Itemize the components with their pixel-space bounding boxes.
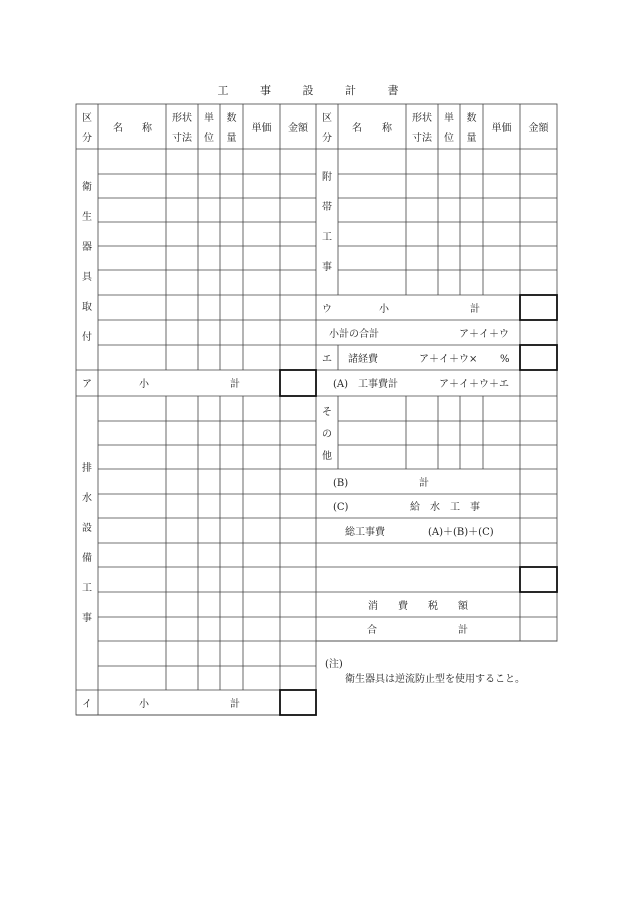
eisei-char-5: 取 — [82, 302, 92, 313]
total-formula: (A)＋(B)＋(C) — [428, 527, 494, 538]
subtotal-u-mark: ウ — [322, 304, 332, 315]
header-kubun-2: 分 — [82, 133, 92, 144]
header-meisho-1: 名 — [113, 123, 123, 134]
header-keijo-2: 寸法 — [172, 133, 192, 144]
futai-char-4: 事 — [322, 262, 332, 273]
header-meisho-2: 称 — [142, 123, 152, 134]
header-kubun-1: 区 — [82, 113, 92, 124]
eisei-char-4: 具 — [82, 272, 92, 283]
header-tani-r-1: 単 — [444, 113, 454, 124]
c-water-value: 給 水 工 事 — [410, 502, 480, 513]
sonota-char-2: の — [322, 429, 332, 440]
haisui-char-2: 水 — [82, 493, 92, 504]
eisei-char-1: 衛 — [82, 182, 92, 193]
futai-char-2: 帯 — [322, 202, 332, 213]
subtotal-a-label1: 小 — [139, 379, 149, 390]
header-kingaku: 金額 — [288, 123, 308, 134]
header-tanka-r: 単価 — [491, 123, 512, 134]
sonota-label — [322, 406, 332, 462]
subtotal-a-mark: ア — [82, 379, 92, 390]
total-label: 総工事費 — [345, 527, 385, 538]
haisui-char-6: 事 — [82, 613, 92, 624]
futai-char-1: 附 — [322, 172, 332, 183]
header-suryo-2: 量 — [226, 133, 237, 144]
c-water-label: (C) — [333, 502, 349, 513]
header-keijo-1: 形状 — [172, 113, 192, 124]
header-tani-2: 位 — [204, 133, 214, 144]
grand-total-label2: 計 — [458, 625, 468, 636]
note-text: 衛生器具は逆流防止型を使用すること。 — [345, 674, 525, 685]
eisei-char-6: 付 — [82, 332, 92, 343]
shokeihi-label: 諸経費 — [348, 354, 378, 365]
subtotal-a-label2: 計 — [230, 379, 240, 390]
header-suryo-r-1: 数 — [466, 113, 477, 124]
sonota-char-3: 他 — [322, 451, 332, 462]
header-kubun-r-2: 分 — [322, 133, 332, 144]
eisei-char-3: 器 — [82, 242, 92, 253]
subtotal-i-label2: 計 — [230, 699, 240, 710]
header-tani-1: 単 — [204, 113, 214, 124]
b-total-value: 計 — [419, 478, 429, 489]
subtotal-u-label1: 小 — [379, 304, 389, 315]
header-keijo-r-1: 形状 — [412, 113, 432, 124]
shokeihi-unit: % — [500, 354, 510, 365]
subtotal-sum-label: 小計の合計 — [329, 329, 379, 340]
shokeihi-formula: ア＋イ＋ウ× — [419, 354, 478, 365]
document-title: 工 事 設 計 書 — [217, 84, 413, 97]
haisui-char-3: 設 — [82, 523, 92, 534]
eisei-char-2: 生 — [82, 212, 92, 223]
header-suryo-1: 数 — [226, 113, 237, 124]
subtotal-i-label1: 小 — [139, 699, 149, 710]
koujihikei-formula: ア＋イ＋ウ＋エ — [439, 379, 509, 390]
header-suryo-r-2: 量 — [466, 133, 477, 144]
subtotal-i-mark: イ — [82, 699, 92, 710]
shokeihi-mark: エ — [322, 354, 332, 365]
futai-char-3: 工 — [322, 232, 332, 243]
header-tanka: 単価 — [251, 123, 272, 134]
haisui-char-5: 工 — [82, 583, 92, 594]
header-kubun-r-1: 区 — [322, 113, 332, 124]
grand-total-label1: 合 — [367, 625, 377, 636]
haisui-char-1: 排 — [82, 463, 92, 474]
haisui-char-4: 備 — [82, 553, 92, 564]
header-kingaku-r: 金額 — [528, 123, 549, 134]
b-total-label: (B) — [333, 478, 349, 489]
header-keijo-r-2: 寸法 — [412, 133, 432, 144]
header-meisho-r-1: 名 — [352, 123, 362, 134]
koujihikei-label: (A) 工事費計 — [333, 379, 399, 390]
subtotal-sum-formula: ア＋イ＋ウ — [459, 329, 509, 340]
header-meisho-r-2: 称 — [382, 123, 392, 134]
sonota-char-1: そ — [322, 407, 332, 418]
tax-label: 消 費 税 額 — [368, 601, 468, 612]
subtotal-u-label2: 計 — [470, 304, 480, 315]
header-tani-r-2: 位 — [444, 133, 454, 144]
note-mark: (注) — [325, 659, 343, 670]
